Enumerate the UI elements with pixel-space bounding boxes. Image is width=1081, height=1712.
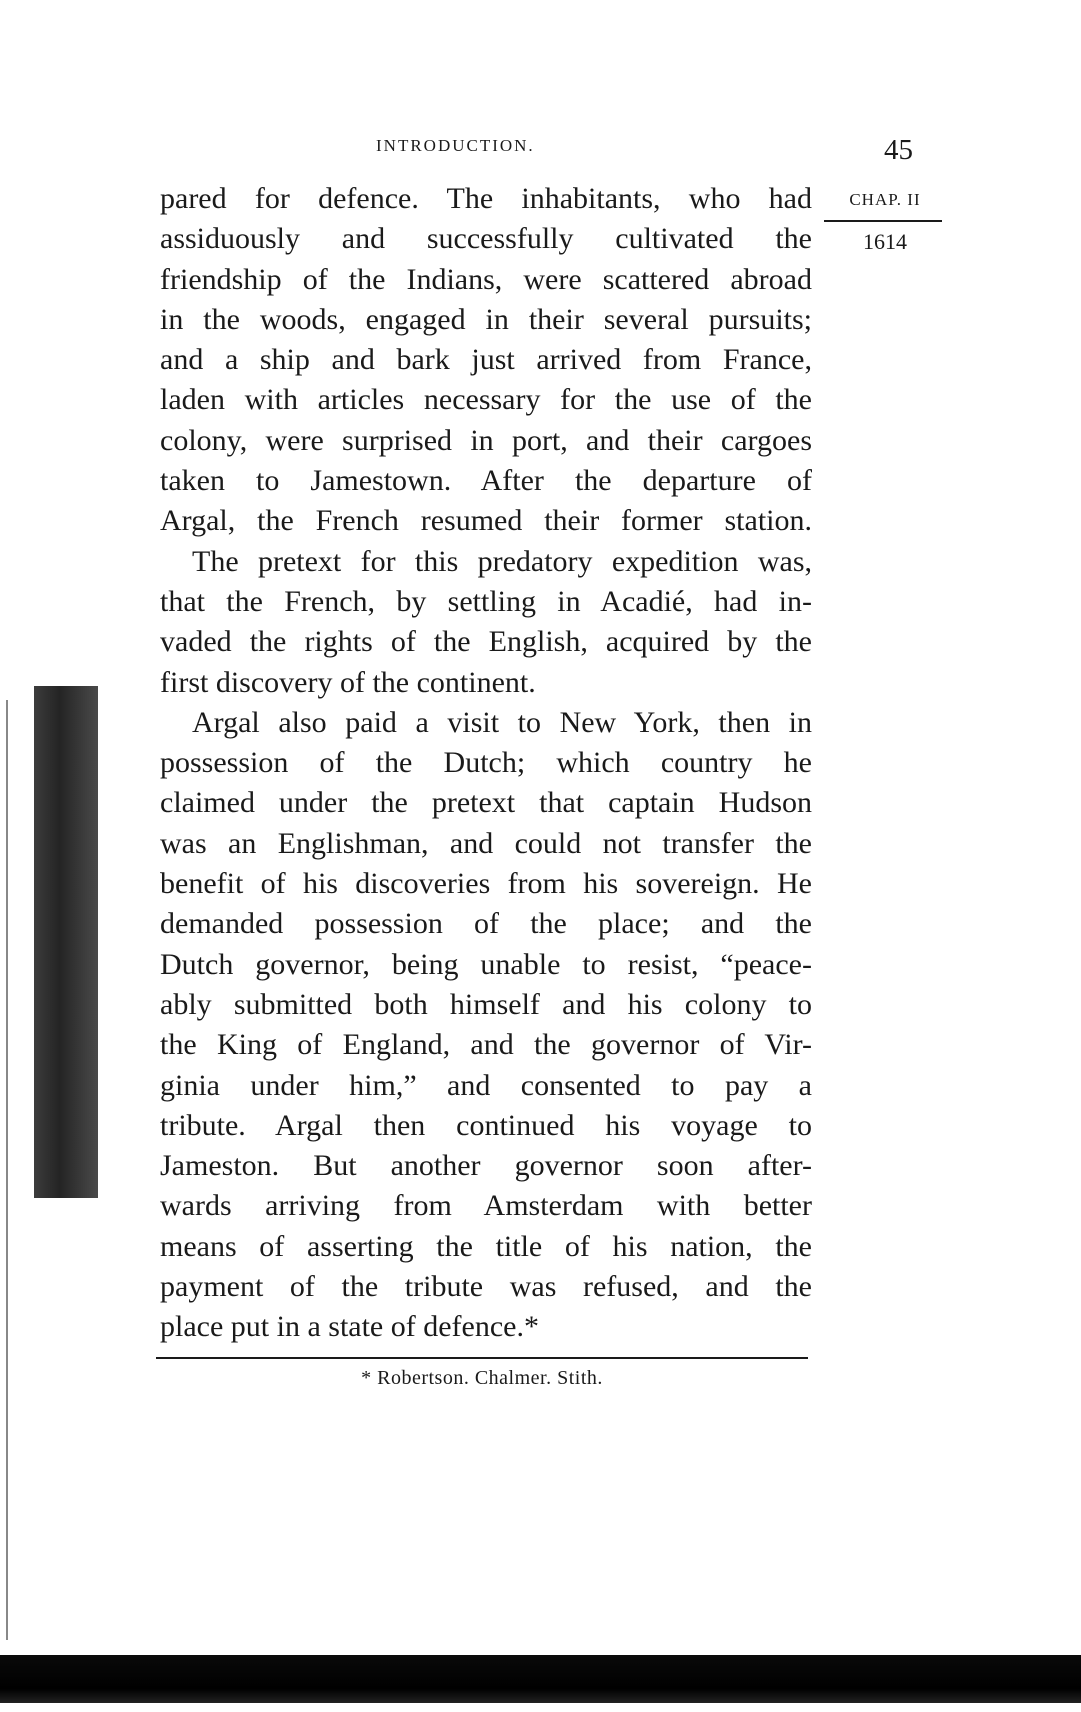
text-line: Argal, the French resumed their former station. (160, 504, 812, 538)
text-line: wards arriving from Amsterdam with better (160, 1189, 812, 1223)
text-line: that the French, by settling in Acadié, had in- (160, 584, 812, 618)
text-line: Jameston. But another governor soon after- (160, 1149, 812, 1183)
text-line: in the woods, engaged in their several pursuits; (160, 302, 812, 336)
text-line: possession of the Dutch; which country he (160, 746, 812, 780)
text-line: payment of the tribute was refused, and the (160, 1270, 812, 1304)
footnote: * Robertson. Chalmer. Stith. (361, 1367, 603, 1389)
scan-binding-shadow (34, 686, 98, 1198)
text-line: Argal also paid a visit to New York, then in (192, 705, 812, 739)
text-line: benefit of his discoveries from his sovereign. He (160, 867, 812, 901)
text-line: means of asserting the title of his nation, the (160, 1229, 812, 1263)
text-line: tribute. Argal then continued his voyage to (160, 1108, 812, 1142)
text-line: pared for defence. The inhabitants, who had (160, 182, 812, 215)
margin-divider (824, 220, 942, 222)
text-line: ginia under him,” and consented to pay a (160, 1068, 812, 1102)
text-line: assiduously and successfully cultivated the (160, 222, 812, 256)
margin-year: 1614 (863, 229, 907, 254)
body-text (160, 179, 812, 1348)
text-line: place put in a state of defence.* (160, 1310, 539, 1344)
text-line: demanded possession of the place; and the (160, 907, 812, 941)
text-line: was an Englishman, and could not transfer the (160, 826, 812, 860)
text-line: The pretext for this predatory expedition was, (192, 544, 812, 578)
footnote-divider (156, 1357, 808, 1359)
text-line: colony, were surprised in port, and their cargoes (160, 423, 812, 457)
text-line: claimed under the pretext that captain Hudson (160, 786, 812, 820)
text-line: taken to Jamestown. After the departure of (160, 464, 812, 498)
text-line: laden with articles necessary for the use of the (160, 383, 812, 417)
running-head: INTRODUCTION. (376, 136, 535, 155)
text-line: ably submitted both himself and his colony to (160, 987, 812, 1021)
text-line: friendship of the Indians, were scattered abroad (160, 262, 812, 296)
text-line: first discovery of the continent. (160, 665, 536, 699)
text-line: and a ship and bark just arrived from France, (160, 343, 812, 377)
margin-chapter-label: CHAP. II (849, 190, 921, 209)
scan-bottom-edge (0, 1655, 1081, 1703)
text-line: Dutch governor, being unable to resist, “peace- (160, 947, 812, 981)
text-line: vaded the rights of the English, acquired by the (160, 625, 812, 659)
page-number: 45 (884, 134, 913, 166)
text-line: the King of England, and the governor of Vir- (160, 1028, 812, 1062)
scan-edge-shadow (6, 700, 8, 1640)
